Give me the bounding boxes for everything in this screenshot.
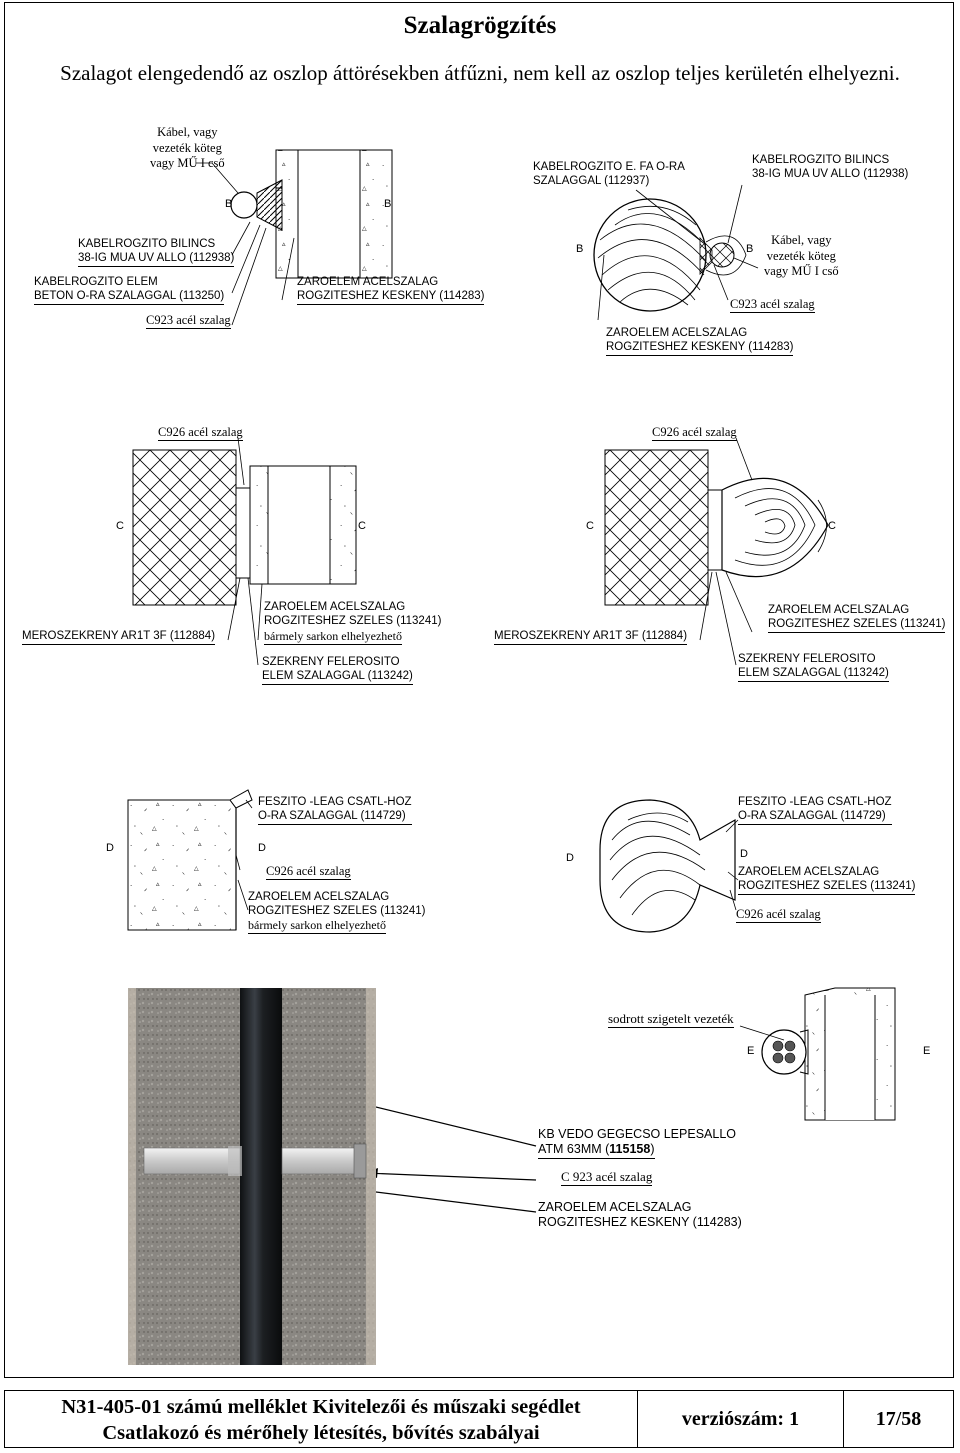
label-c926-3: C926 acél szalag	[266, 864, 351, 878]
label-meroszekreny-1: MEROSZEKRENY AR1T 3F (112884)	[22, 629, 215, 645]
label-c923-photo: C 923 acél szalag	[561, 1169, 653, 1184]
footer-page-number: 17/58	[875, 1407, 922, 1430]
label-bilincs-left: KABELROGZITO BILINCS 38-IG MUA UV ALLO (112938)	[78, 237, 234, 267]
label-c923-left: C923 acél szalag	[146, 313, 231, 327]
label-zaroelem-szeles-3: ZAROELEM ACELSZALAG ROGZITESHEZ SZELES (113241)	[248, 891, 426, 917]
section-letter-d: D	[106, 842, 114, 854]
section-letter-b: B	[576, 243, 584, 255]
label-bilincs-right: KABELROGZITO BILINCS 38-IG MUA UV ALLO (112938)	[752, 154, 909, 180]
section-letter-c: C	[828, 520, 836, 532]
section-letter-c: C	[358, 520, 366, 532]
label-zaroelem-szeles-1: ZAROELEM ACELSZALAG ROGZITESHEZ SZELES (113241)	[264, 601, 442, 627]
page-subtitle: Szalagot elengedendő az oszlop áttörésekben átfűzni, nem kell az oszlop teljes kerületén elhelyezni.	[60, 61, 900, 85]
label-zaroelem-keskeny-1: ZAROELEM ACELSZALAG ROGZITESHEZ KESKENY (114283)	[297, 275, 484, 305]
label-c926-2: C926 acél szalag	[652, 425, 737, 439]
label-kb-vedo-line1: KB VEDO GEGECSO LEPESALLO	[538, 1127, 736, 1141]
label-c926-1: C926 acél szalag	[158, 425, 243, 439]
photo-drawing	[128, 988, 376, 1365]
section-letter-b: B	[225, 198, 233, 210]
label-szekreny-felerosito-2: SZEKRENY FELEROSITO ELEM SZALAGGAL (113242)	[738, 652, 889, 682]
section-letter-b: B	[384, 198, 392, 210]
label-c926-4: C926 acél szalag	[736, 907, 821, 921]
label-kabelrogzito-wood: KABELROGZITO E. FA O-RA SZALAGGAL (112937)	[533, 161, 685, 187]
footer-version: verziószám: 1	[638, 1391, 844, 1447]
section-d-wooden	[600, 800, 738, 932]
section-letter-d: D	[566, 852, 574, 864]
label-sodrott: sodrott szigetelt vezeték	[608, 1011, 734, 1026]
section-e-cable-drawing	[740, 988, 895, 1120]
section-letter-c: C	[586, 520, 594, 532]
label-zaroelem-keskeny-3: ZAROELEM ACELSZALAG ROGZITESHEZ KESKENY (114283)	[538, 1200, 742, 1229]
footer-document-info	[5, 1391, 638, 1447]
kb-vedo-prefix: ATM 63MM (	[538, 1142, 610, 1156]
label-zaroelem-szeles-2: ZAROELEM ACELSZALAG ROGZITESHEZ SZELES (113241)	[768, 603, 945, 633]
page-footer	[4, 1390, 954, 1448]
label-c923-right: C923 acél szalag	[730, 297, 815, 311]
page-title: Szalagrögzítés	[403, 12, 557, 39]
label-kb-vedo-line2	[538, 1142, 655, 1159]
label-kabelrogzito-elem: KABELROGZITO ELEM BETON O-RA SZALAGGAL (113250)	[34, 275, 224, 305]
section-letter-d: D	[740, 848, 748, 860]
installation-photo	[128, 988, 376, 1365]
label-cable-bundle-2: Kábel, vagy vezeték köteg vagy MŰ I cső	[764, 233, 839, 278]
kb-vedo-suffix: )	[650, 1142, 655, 1156]
section-d-concrete	[128, 790, 252, 930]
section-letter-d: D	[258, 842, 266, 854]
section-letter-c: C	[116, 520, 124, 532]
label-szekreny-felerosito-1: SZEKRENY FELEROSITO ELEM SZALAGGAL (113242)	[262, 655, 413, 685]
label-feszito-1: FESZITO -LEAG CSATL-HOZ O-RA SZALAGGAL (114729)	[258, 795, 412, 825]
footer-line1: N31-405-01 számú melléklet Kivitelezői és műszaki segédlet	[61, 1396, 581, 1418]
label-cable-bundle: Kábel, vagy vezeték köteg vagy MŰ I cső	[150, 125, 225, 170]
label-zaroelem-keskeny-2: ZAROELEM ACELSZALAG ROGZITESHEZ KESKENY (114283)	[606, 326, 793, 356]
footer-line2: Csatlakozó és mérőhely létesítés, bővítés szabályai	[102, 1422, 540, 1444]
label-meroszekreny-2: MEROSZEKRENY AR1T 3F (112884)	[494, 629, 687, 645]
label-barmely-2: bármely sarkon elhelyezhető	[248, 918, 386, 932]
kb-vedo-code: 115158	[609, 1142, 651, 1156]
section-letter-e: E	[923, 1045, 931, 1057]
label-feszito-2: FESZITO -LEAG CSATL-HOZ O-RA SZALAGGAL (114729)	[738, 795, 892, 825]
label-barmely-1: bármely sarkon elhelyezhető	[264, 629, 402, 643]
section-letter-e: E	[747, 1045, 755, 1057]
label-zaroelem-szeles-4: ZAROELEM ACELSZALAG ROGZITESHEZ SZELES (113241)	[738, 865, 915, 895]
section-letter-b: B	[746, 243, 754, 255]
